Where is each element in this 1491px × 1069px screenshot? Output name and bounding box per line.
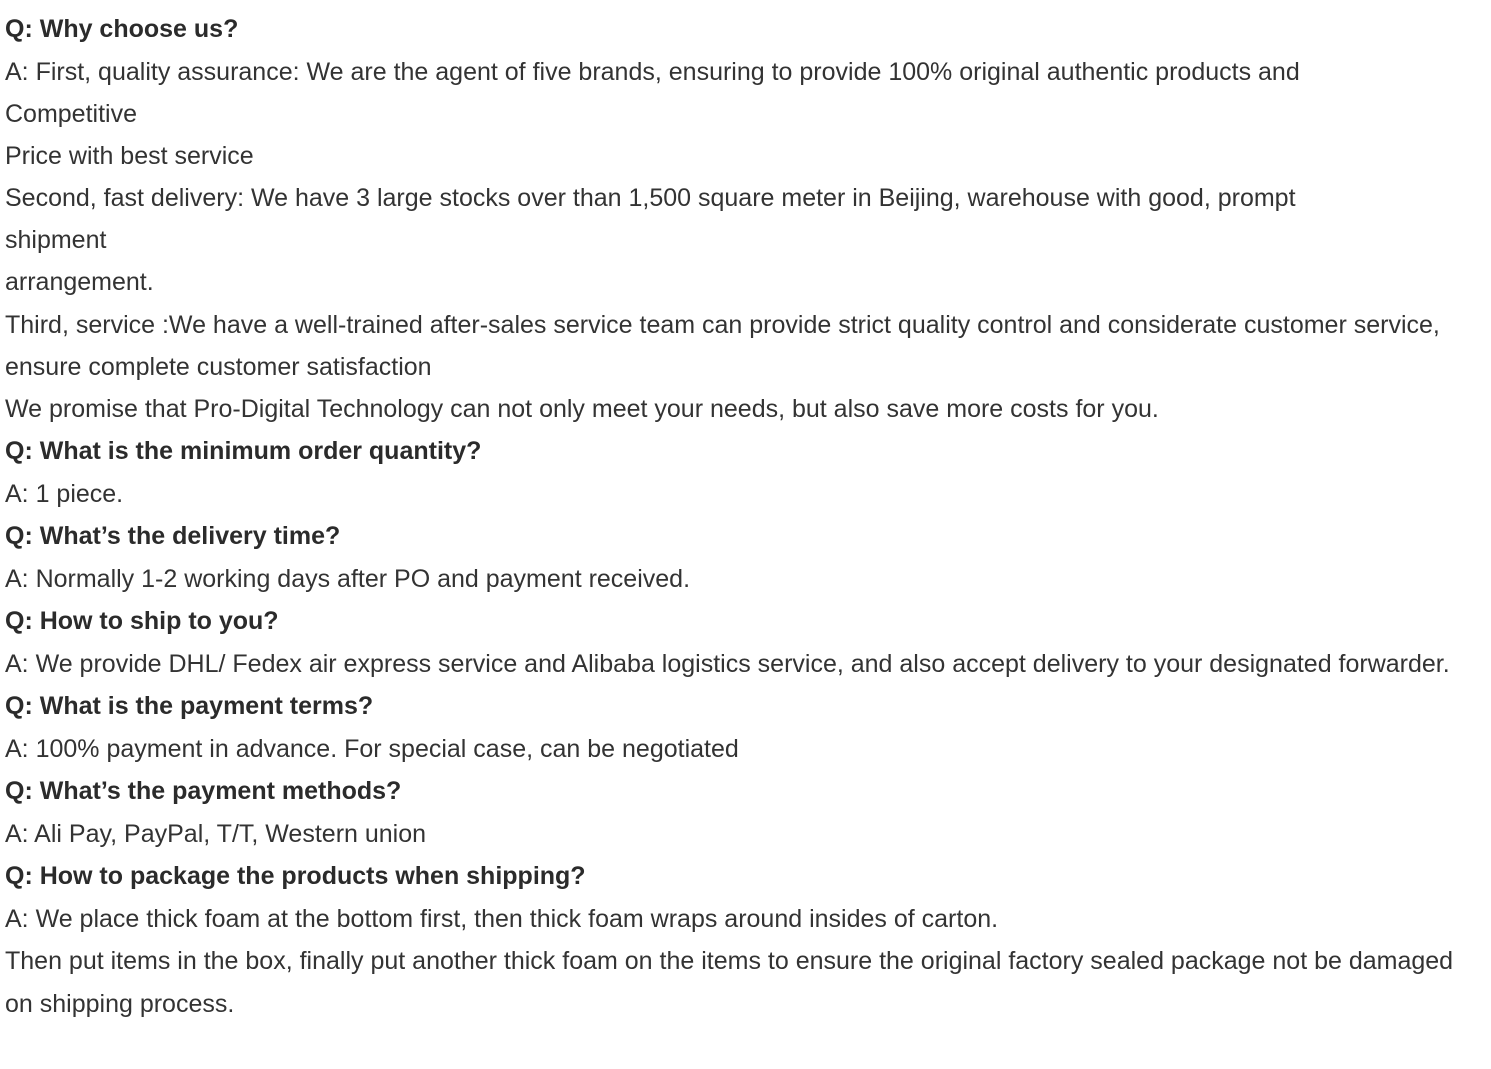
faq-question: Q: What is the payment terms? <box>5 692 374 721</box>
faq-question: Q: What is the minimum order quantity? <box>5 436 482 465</box>
faq-question: Q: What’s the payment methods? <box>5 777 402 806</box>
faq-question: Q: Why choose us? <box>5 15 239 43</box>
faq-section <box>5 8 1487 1025</box>
faq-answer-line: A: We place thick foam at the bottom first, then thick foam wraps around insides of carton. <box>5 905 999 934</box>
faq-answer-line: shipment <box>5 226 107 255</box>
faq-answer-line: A: Normally 1-2 working days after PO and payment received. <box>5 564 691 593</box>
faq-question: Q: How to package the products when shipping? <box>5 862 586 891</box>
faq-answer-line: Second, fast delivery: We have 3 large stocks over than 1,500 square meter in Beijing, warehouse with good, prompt <box>5 184 1296 213</box>
faq-question: Q: How to ship to you? <box>5 607 279 636</box>
faq-answer-line: Competitive <box>5 100 137 129</box>
faq-answer-line: We promise that Pro-Digital Technology can not only meet your needs, but also save more costs for you. <box>5 394 1159 423</box>
faq-answer-line: Then put items in the box, finally put another thick foam on the items to ensure the original factory sealed package not be damaged on shipping process. <box>5 947 1454 1018</box>
faq-answer-line: A: 100% payment in advance. For special case, can be negotiated <box>5 735 739 764</box>
faq-answer-line: A: Ali Pay, PayPal, T/T, Western union <box>5 820 427 849</box>
faq-answer-line: arrangement. <box>5 268 154 297</box>
faq-answer-line: A: First, quality assurance: We are the agent of five brands, ensuring to provide 100% original authentic products and <box>5 58 1300 86</box>
faq-question: Q: What’s the delivery time? <box>5 521 341 550</box>
faq-answer-line: A: We provide DHL/ Fedex air express service and Alibaba logistics service, and also accept delivery to your designated forwarder. <box>5 650 1450 679</box>
faq-answer-line: Price with best service <box>5 142 254 171</box>
faq-answer-line: Third, service :We have a well-trained after-sales service team can provide strict quality control and considerate customer service, ensure complete customer satisfaction <box>5 310 1440 381</box>
faq-answer-line: A: 1 piece. <box>5 479 124 508</box>
